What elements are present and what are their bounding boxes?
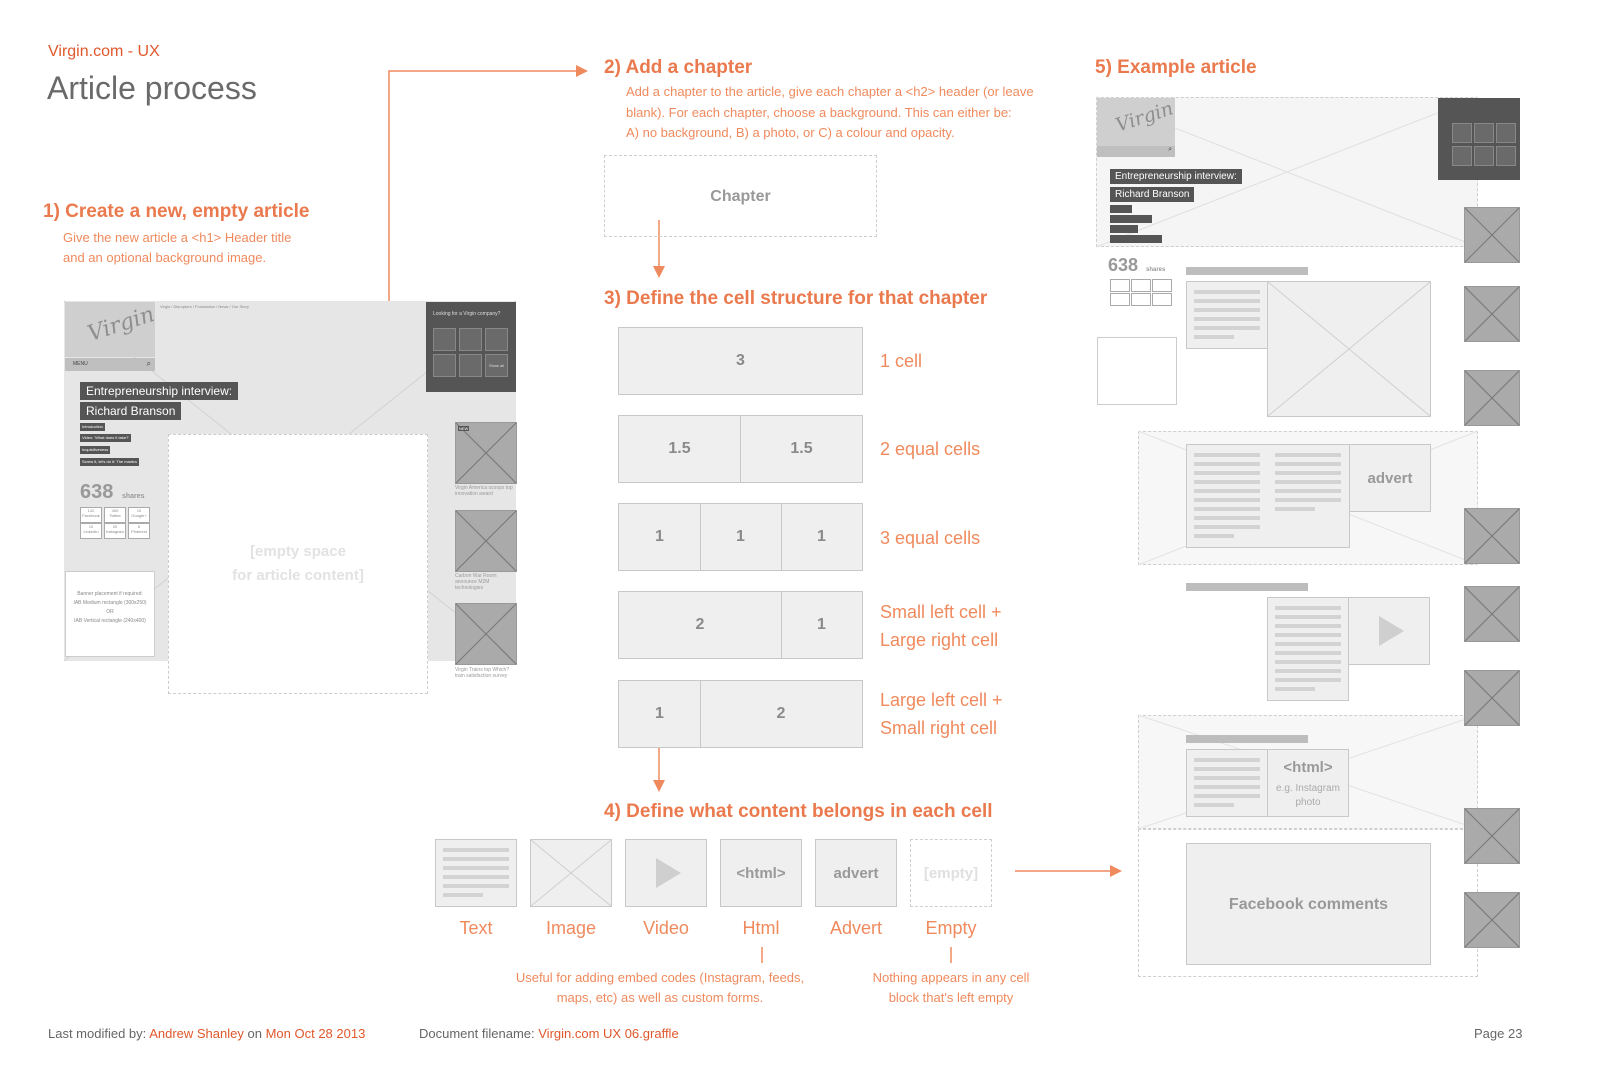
step2-desc-line1: Add a chapter to the article, give each chapter a <h2> header (or leave [626, 84, 1034, 99]
cell-width: 2 [776, 705, 786, 722]
share-count: 638 [1108, 255, 1139, 275]
content-type-label: Video [643, 918, 689, 938]
play-icon [626, 840, 706, 906]
article-title-line2: Richard Branson [1110, 187, 1194, 202]
footer-filename: Document filename: Virgin.com UX 06.graffle [419, 1026, 679, 1041]
step1-desc-line2: and an optional background image. [63, 250, 267, 265]
doc-subtitle: Virgin.com - UX [48, 43, 160, 60]
cell-structure-1 [618, 327, 863, 395]
company-finder[interactable] [426, 302, 516, 392]
content-type-text [435, 839, 517, 907]
content-type-label: Advert [829, 918, 883, 938]
example-article-wireframe [1096, 97, 1520, 977]
cell-width: 1.5 [668, 440, 691, 457]
content-type-html: <html> [720, 839, 802, 907]
banner-placeholder [1097, 337, 1177, 405]
chapter-tag[interactable]: Introduction [82, 424, 103, 429]
chapter-tag[interactable]: Screw it, let's do it: The mantra [82, 459, 137, 464]
footer-date: Mon Oct 28 2013 [265, 1026, 366, 1041]
cell-width: 1 [655, 528, 664, 545]
cell-width: 3 [736, 352, 745, 369]
cell-structure-5 [618, 680, 863, 748]
step4-heading: 4) Define what content belongs in each cell [604, 801, 993, 822]
content-type-label: Image [545, 918, 597, 938]
share-count-label: shares [122, 493, 145, 500]
html-note-line1: Useful for adding embed codes (Instagram, feeds, [515, 970, 805, 985]
side-thumb[interactable] [455, 510, 517, 572]
chapter-label: Chapter [710, 188, 771, 205]
empty-content-label: for article content] [232, 567, 364, 584]
example-html-sub: photo [1295, 797, 1321, 808]
new-badge: NEW [459, 426, 469, 431]
search-icon[interactable]: ⌕ [146, 359, 151, 368]
banner-placeholder: Banner placement if required: IAB Medium rectangle (300x250) OR IAB Vertical rectangle (240x400) [65, 571, 155, 657]
content-type-video [625, 839, 707, 907]
side-thumb[interactable] [455, 422, 517, 484]
cell-structure-label: Large left cell + [880, 690, 1003, 710]
facebook-comments-box: Facebook comments [1186, 843, 1431, 965]
step1-wireframe [64, 301, 516, 693]
page-title: Article process [47, 70, 257, 106]
article-title-line1: Entrepreneurship interview: [80, 382, 238, 400]
cell-width: 1 [736, 528, 745, 545]
html-note-line2: maps, etc) as well as custom forms. [556, 990, 764, 1005]
empty-note-line2: block that's left empty [888, 990, 1014, 1005]
cell-structure-label: Small right cell [880, 718, 998, 738]
article-title-line1: Entrepreneurship interview: [1110, 169, 1242, 184]
content-type-empty: [empty] [910, 839, 992, 907]
side-thumb[interactable] [455, 603, 517, 665]
step3-heading: 3) Define the cell structure for that chapter [604, 288, 988, 309]
cell-width: 1 [817, 528, 826, 545]
step2-heading: 2) Add a chapter [604, 57, 753, 78]
cell-width: 1.5 [790, 440, 813, 457]
cell-width: 1 [655, 705, 664, 722]
content-type-advert: advert [815, 839, 897, 907]
play-icon [1349, 598, 1429, 664]
top-nav[interactable]: Virgin / Disruptors / Foundation / News / Our Story [160, 304, 249, 309]
chapter-tag[interactable]: Video: 'What does it take?' [82, 435, 130, 440]
content-type-label: Text [459, 918, 493, 938]
company-finder[interactable] [1438, 98, 1520, 180]
page-number: Page 23 [1474, 1026, 1523, 1041]
cell-structure-label: Small left cell + [880, 602, 1002, 622]
cell-structure-label: 1 cell [880, 351, 923, 371]
article-title-line2: Richard Branson [80, 402, 181, 420]
side-item-text[interactable]: Virgin America scoops top innovation award [455, 485, 513, 497]
virgin-logo: Virgin [65, 302, 155, 357]
show-all-button[interactable]: Show all [485, 354, 508, 377]
cell-structure-label: 2 equal cells [880, 439, 981, 459]
content-type-label: Html [742, 918, 780, 938]
footer-filename-value: Virgin.com UX 06.graffle [538, 1026, 679, 1041]
step2-desc-line2: blank). For each chapter, choose a background. This can either be: [626, 105, 1012, 120]
cell-structure-label: 3 equal cells [880, 528, 981, 548]
share-count-label: shares [1146, 267, 1166, 273]
empty-content-label: [empty space [250, 543, 346, 560]
menu-bar[interactable] [1097, 146, 1175, 157]
chapter-box [604, 155, 877, 237]
cell-structure-2 [618, 415, 863, 483]
menu-bar[interactable] [65, 358, 155, 371]
share-count: 638 [80, 481, 114, 503]
footer-modified: Last modified by: Andrew Shanley on Mon Oct 28 2013 [48, 1026, 366, 1041]
cell-structure-3 [618, 503, 863, 571]
step1-desc-line1: Give the new article a <h1> Header title [63, 230, 292, 245]
step5-heading: 5) Example article [1095, 57, 1257, 78]
side-item-text[interactable]: Virgin Trains top Which? train satisfaction survey [455, 667, 510, 679]
cell-width: 2 [695, 616, 705, 633]
step1-heading: 1) Create a new, empty article [43, 201, 310, 222]
content-type-image [530, 839, 612, 907]
virgin-logo: Virgin [1097, 98, 1175, 146]
search-icon[interactable]: ⌕ [1168, 146, 1172, 153]
empty-note-line1: Nothing appears in any cell [872, 970, 1030, 985]
example-html-label: <html> [1283, 759, 1333, 776]
cell-width: 1 [817, 616, 826, 633]
share-buttons[interactable]: 142 Facebook 400 Twitter 10 Google+ 10 LinkedIn 20 Instagram 6 Pinterest [80, 507, 150, 539]
cell-structure-label: Large right cell [880, 630, 999, 650]
footer-author: Andrew Shanley [149, 1026, 244, 1041]
example-html-sub: e.g. Instagram [1276, 783, 1340, 794]
menu-label: MENU [73, 361, 88, 367]
empty-content-area [168, 434, 428, 694]
company-finder-label: Looking for a Virgin company? [433, 311, 501, 317]
content-type-label: Empty [925, 918, 977, 938]
cell-structure-4 [618, 591, 863, 659]
side-item-text[interactable]: Carbon War Room announce M2M technologies [455, 573, 497, 591]
step2-desc-line3: A) no background, B) a photo, or C) a colour and opacity. [626, 125, 955, 140]
chapter-tag[interactable]: Inquisitiveness [82, 447, 109, 452]
example-advert-label: advert [1367, 470, 1413, 487]
